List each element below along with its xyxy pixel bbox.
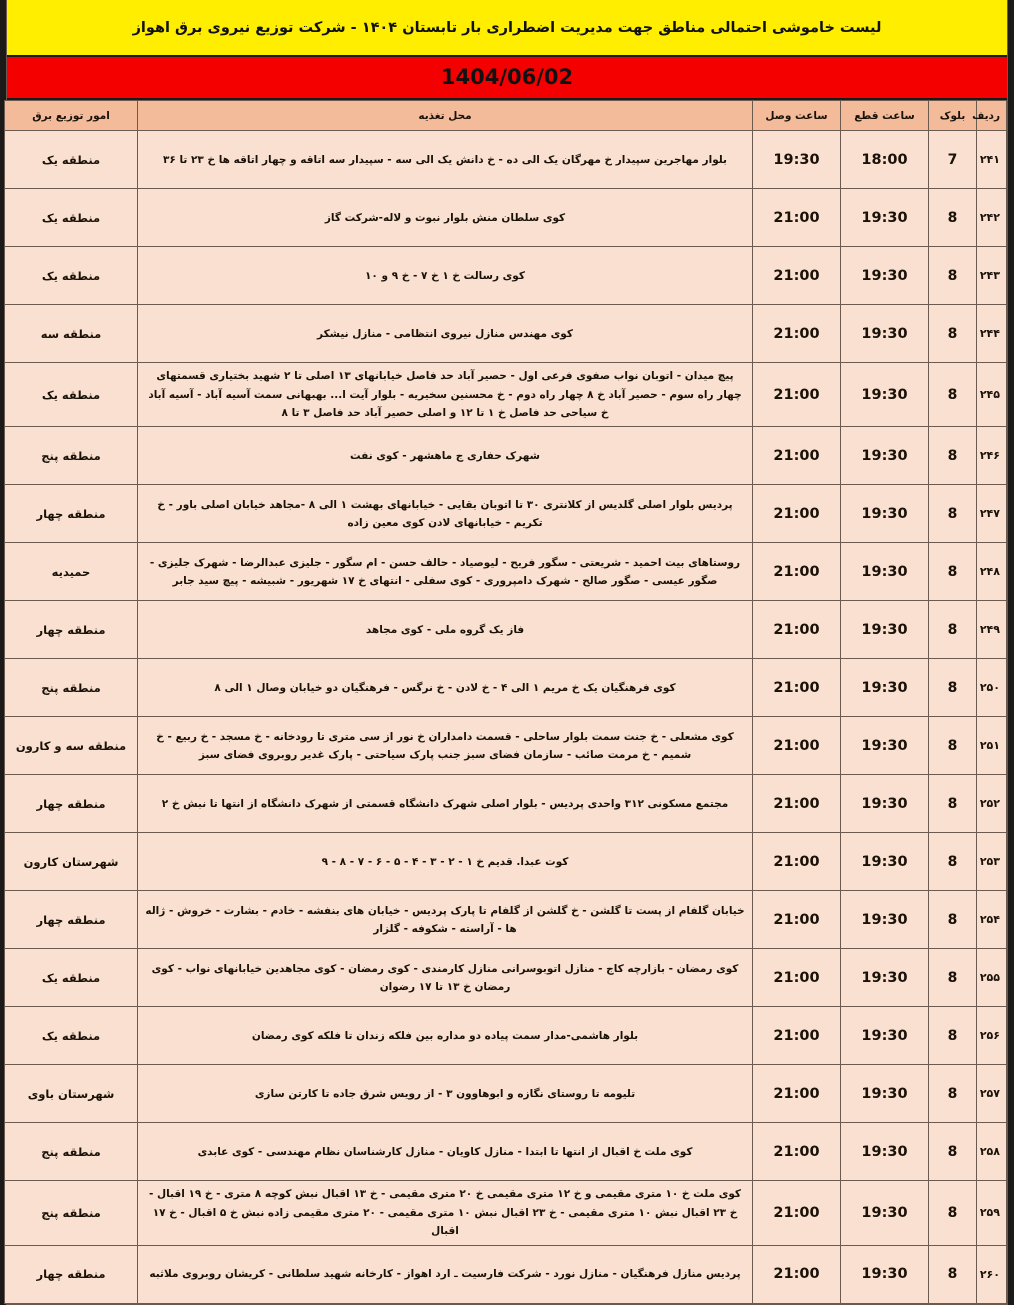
cell-feed-location: پردیس بلوار اصلی گلدیس از کلانتری ۳۰ تا اتوبان بقایی - خیابانهای بهشت ۱ الی ۸ -مجاهد خیابان اصلی باور - خ تکریم - خیابانهای لادن کوی معین زاده xyxy=(138,485,753,543)
table-row xyxy=(5,1181,1007,1245)
cell-restore-time: 21:00 xyxy=(753,949,841,1007)
cell-outage-time: 19:30 xyxy=(841,775,929,833)
cell-blok: 8 xyxy=(929,659,977,717)
cell-outage-time: 19:30 xyxy=(841,1245,929,1303)
cell-outage-time: 19:30 xyxy=(841,363,929,427)
cell-outage-time: 19:30 xyxy=(841,1065,929,1123)
cell-restore-time: 21:00 xyxy=(753,775,841,833)
cell-blok: 8 xyxy=(929,363,977,427)
outage-table xyxy=(4,100,1007,1303)
cell-restore-time: 21:00 xyxy=(753,1181,841,1245)
cell-blok: 8 xyxy=(929,775,977,833)
cell-radif: ۲۵۶ xyxy=(977,1007,1007,1065)
cell-outage-time: 19:30 xyxy=(841,247,929,305)
cell-blok: 8 xyxy=(929,1181,977,1245)
table-row xyxy=(5,775,1007,833)
table-row xyxy=(5,485,1007,543)
cell-restore-time: 21:00 xyxy=(753,247,841,305)
table-row xyxy=(5,305,1007,363)
cell-distribution-area: منطقه چهار xyxy=(5,485,138,543)
column-header-restore-time: ساعت وصل xyxy=(753,101,841,131)
cell-feed-location: پردیس منازل فرهنگیان - منازل نورد - شرکت فارسیت ـ ارد اهواز - کارخانه شهید سلطانی - کریشان روبروی ملاثبه xyxy=(138,1245,753,1303)
cell-feed-location: کوی ملت خ ۱۰ متری مقیمی و خ ۱۲ متری مقیمی خ ۲۰ متری مقیمی - خ ۱۳ اقبال نبش کوچه ۸ متری - خ ۱۹ اقبال - خ ۲۳ اقبال نبش ۱۰ متری مقیمی - خ ۲۳ اقبال نبش ۱۰ متری مقیمی - ۲۰ متری مقیمی زاده نبش خ ۵ اقبال - خ ۱۷ اقبال xyxy=(138,1181,753,1245)
cell-outage-time: 19:30 xyxy=(841,659,929,717)
sheet-title-banner: لیست خاموشی احتمالی مناطق جهت مدیریت اضطراری بار تابستان ۱۴۰۴ - شرکت توزیع نیروی برق اهواز xyxy=(7,0,1007,57)
cell-blok: 8 xyxy=(929,1007,977,1065)
cell-distribution-area: منطقه یک xyxy=(5,1007,138,1065)
cell-restore-time: 21:00 xyxy=(753,1065,841,1123)
cell-restore-time: 21:00 xyxy=(753,659,841,717)
cell-blok: 8 xyxy=(929,1123,977,1181)
cell-feed-location: کوی رمضان - بازارچه کاج - منازل اتوبوسرانی منازل کارمندی - کوی رمضان - کوی مجاهدین خیابانهای نواب - کوی رمضان خ ۱۳ تا ۱۷ رضوان xyxy=(138,949,753,1007)
cell-blok: 8 xyxy=(929,485,977,543)
cell-outage-time: 19:30 xyxy=(841,189,929,247)
table-row xyxy=(5,659,1007,717)
cell-feed-location: کوی ملت خ اقبال از انتها تا ابتدا - منازل کاویان - منازل کارشناسان نظام مهندسی - کوی عابدی xyxy=(138,1123,753,1181)
cell-outage-time: 19:30 xyxy=(841,427,929,485)
cell-feed-location: کوی مشعلی - خ جنت سمت بلوار ساحلی - قسمت دامداران خ نور از سی متری تا رودخانه - خ مسجد - خ ربیع - خ شمیم - خ مرمت صائب - سازمان فضای سبز جنب پارک سیاحتی - پارک غدیر روبروی فضای سبز xyxy=(138,717,753,775)
cell-outage-time: 19:30 xyxy=(841,891,929,949)
cell-distribution-area: منطقه چهار xyxy=(5,891,138,949)
cell-blok: 7 xyxy=(929,131,977,189)
cell-radif: ۲۴۹ xyxy=(977,601,1007,659)
table-row xyxy=(5,189,1007,247)
cell-restore-time: 21:00 xyxy=(753,305,841,363)
column-header-blok: بلوک xyxy=(929,101,977,131)
column-header-outage-time: ساعت قطع xyxy=(841,101,929,131)
cell-distribution-area: منطقه چهار xyxy=(5,775,138,833)
table-row xyxy=(5,833,1007,891)
cell-feed-location: خیابان گلفام از پست تا گلشن - خ گلشن از گلفام تا پارک پردیس - خیابان های بنفشه - خادم - بشارت - خروش - ژاله ها - آراسته - شکوفه - گلزار xyxy=(138,891,753,949)
table-row xyxy=(5,1245,1007,1303)
cell-blok: 8 xyxy=(929,189,977,247)
cell-radif: ۲۶۰ xyxy=(977,1245,1007,1303)
cell-outage-time: 19:30 xyxy=(841,601,929,659)
cell-blok: 8 xyxy=(929,891,977,949)
cell-radif: ۲۵۰ xyxy=(977,659,1007,717)
cell-distribution-area: منطقه یک xyxy=(5,131,138,189)
cell-feed-location: روستاهای بیت احمید - شریعتی - سگور فریح - لیوصیاد - حالف حسن - ام سگور - جلیزی عبدالرضا - شهرک جلیزی - صگور عیسی - صگور صالح - شهرک دامپروری - کوی سفلی - انتهای خ ۱۷ شهریور - شبیشه - پیچ سید جابر xyxy=(138,543,753,601)
cell-blok: 8 xyxy=(929,247,977,305)
column-header-distribution-area: امور توزیع برق xyxy=(5,101,138,131)
outage-sheet xyxy=(6,0,1008,1305)
cell-blok: 8 xyxy=(929,601,977,659)
cell-feed-location: بلوار هاشمی-مدار سمت پیاده دو مداره بین فلکه زندان تا فلکه کوی رمضان xyxy=(138,1007,753,1065)
cell-blok: 8 xyxy=(929,833,977,891)
cell-radif: ۲۵۲ xyxy=(977,775,1007,833)
cell-distribution-area: شهرستان کارون xyxy=(5,833,138,891)
table-row xyxy=(5,543,1007,601)
cell-feed-location: کوی مهندس منازل نیروی انتظامی - منازل نیشکر xyxy=(138,305,753,363)
cell-distribution-area: منطقه پنج xyxy=(5,659,138,717)
cell-distribution-area: منطقه سه xyxy=(5,305,138,363)
cell-restore-time: 21:00 xyxy=(753,485,841,543)
cell-blok: 8 xyxy=(929,543,977,601)
cell-distribution-area: منطقه پنج xyxy=(5,1123,138,1181)
cell-distribution-area: شهرستان باوی xyxy=(5,1065,138,1123)
cell-radif: ۲۵۷ xyxy=(977,1065,1007,1123)
table-row xyxy=(5,1123,1007,1181)
table-row xyxy=(5,131,1007,189)
table-row xyxy=(5,427,1007,485)
cell-outage-time: 19:30 xyxy=(841,485,929,543)
cell-feed-location: فاز یک گروه ملی - کوی مجاهد xyxy=(138,601,753,659)
cell-restore-time: 21:00 xyxy=(753,1007,841,1065)
table-row xyxy=(5,601,1007,659)
cell-restore-time: 21:00 xyxy=(753,1123,841,1181)
cell-radif: ۲۴۵ xyxy=(977,363,1007,427)
cell-distribution-area: منطقه چهار xyxy=(5,601,138,659)
cell-blok: 8 xyxy=(929,427,977,485)
cell-restore-time: 21:00 xyxy=(753,717,841,775)
cell-feed-location: کوی سلطان منش بلوار نبوت و لاله-شرکت گاز xyxy=(138,189,753,247)
cell-outage-time: 19:30 xyxy=(841,1181,929,1245)
cell-outage-time: 19:30 xyxy=(841,305,929,363)
cell-radif: ۲۵۹ xyxy=(977,1181,1007,1245)
cell-restore-time: 21:00 xyxy=(753,543,841,601)
cell-radif: ۲۴۳ xyxy=(977,247,1007,305)
cell-distribution-area: منطقه چهار xyxy=(5,1245,138,1303)
table-row xyxy=(5,891,1007,949)
cell-radif: ۲۵۱ xyxy=(977,717,1007,775)
cell-blok: 8 xyxy=(929,1065,977,1123)
cell-blok: 8 xyxy=(929,305,977,363)
header-row xyxy=(5,101,1007,131)
cell-restore-time: 21:00 xyxy=(753,601,841,659)
table-body xyxy=(5,131,1007,1303)
cell-distribution-area: منطقه پنج xyxy=(5,427,138,485)
cell-radif: ۲۵۸ xyxy=(977,1123,1007,1181)
cell-outage-time: 19:30 xyxy=(841,1007,929,1065)
table-row xyxy=(5,247,1007,305)
cell-feed-location: کوی رسالت خ ۱ خ ۷ - خ ۹ و ۱۰ xyxy=(138,247,753,305)
cell-radif: ۲۵۳ xyxy=(977,833,1007,891)
cell-distribution-area: حمیدیه xyxy=(5,543,138,601)
cell-radif: ۲۴۴ xyxy=(977,305,1007,363)
cell-radif: ۲۵۵ xyxy=(977,949,1007,1007)
table-header xyxy=(5,101,1007,131)
column-header-feed-location: محل تغذیه xyxy=(138,101,753,131)
cell-outage-time: 19:30 xyxy=(841,949,929,1007)
cell-feed-location: کوی فرهنگیان یک خ مریم ۱ الی ۴ - خ لادن - خ نرگس - فرهنگیان دو خیابان وصال ۱ الی ۸ xyxy=(138,659,753,717)
cell-restore-time: 21:00 xyxy=(753,891,841,949)
cell-radif: ۲۴۱ xyxy=(977,131,1007,189)
table-row xyxy=(5,949,1007,1007)
cell-blok: 8 xyxy=(929,717,977,775)
table-row xyxy=(5,717,1007,775)
cell-restore-time: 21:00 xyxy=(753,1245,841,1303)
cell-feed-location: کوت عبدا. قدیم خ ۱ - ۲ - ۳ - ۴ - ۵ - ۶ - ۷ - ۸ - ۹ xyxy=(138,833,753,891)
cell-distribution-area: منطقه یک xyxy=(5,189,138,247)
cell-restore-time: 19:30 xyxy=(753,131,841,189)
cell-outage-time: 19:30 xyxy=(841,833,929,891)
cell-distribution-area: منطقه یک xyxy=(5,247,138,305)
cell-radif: ۲۴۶ xyxy=(977,427,1007,485)
cell-feed-location: پیچ میدان - اتوبان نواب صفوی فرعی اول - حصیر آباد حد فاصل خیابانهای ۱۳ اصلی تا ۲ شهید بختیاری قسمتهای چهار راه سوم - حصیر آباد خ ۸ چهار راه دوم - خ محسنین سخیریه - بلوار آیت ا... بهبهانی سمت آسیه آباد - آسیه آباد خ سیاحی حد فاصل خ ۱ تا ۱۲ و اصلی حصیر آباد حد فاصل ۳ تا ۸ xyxy=(138,363,753,427)
cell-distribution-area: منطقه یک xyxy=(5,949,138,1007)
cell-feed-location: شهرک حفاری ج ماهشهر - کوی نفت xyxy=(138,427,753,485)
cell-blok: 8 xyxy=(929,1245,977,1303)
cell-feed-location: تلیومه تا روستای نگازه و ابوهاوون ۳ - از رویس شرق جاده تا کارتن سازی xyxy=(138,1065,753,1123)
cell-distribution-area: منطقه سه و کارون xyxy=(5,717,138,775)
cell-radif: ۲۴۷ xyxy=(977,485,1007,543)
cell-blok: 8 xyxy=(929,949,977,1007)
cell-radif: ۲۵۴ xyxy=(977,891,1007,949)
cell-outage-time: 19:30 xyxy=(841,543,929,601)
table-row xyxy=(5,363,1007,427)
cell-distribution-area: منطقه پنج xyxy=(5,1181,138,1245)
cell-outage-time: 19:30 xyxy=(841,717,929,775)
cell-restore-time: 21:00 xyxy=(753,363,841,427)
table-row xyxy=(5,1065,1007,1123)
cell-restore-time: 21:00 xyxy=(753,427,841,485)
cell-restore-time: 21:00 xyxy=(753,189,841,247)
cell-feed-location: بلوار مهاجرین سپیدار خ مهرگان یک الی ده - خ دانش یک الی سه - سپیدار سه اتاقه و چهار اتاقه ها خ ۲۳ تا ۳۶ xyxy=(138,131,753,189)
cell-restore-time: 21:00 xyxy=(753,833,841,891)
table-row xyxy=(5,1007,1007,1065)
sheet-date-banner: 1404/06/02 xyxy=(7,57,1007,100)
cell-feed-location: مجتمع مسکونی ۳۱۲ واحدی پردیس - بلوار اصلی شهرک دانشگاه قسمتی از شهرک دانشگاه از انتها تا نبش خ ۲ xyxy=(138,775,753,833)
column-header-radif: ردیف xyxy=(977,101,1007,131)
cell-distribution-area: منطقه یک xyxy=(5,363,138,427)
cell-outage-time: 18:00 xyxy=(841,131,929,189)
cell-radif: ۲۴۸ xyxy=(977,543,1007,601)
cell-outage-time: 19:30 xyxy=(841,1123,929,1181)
cell-radif: ۲۴۲ xyxy=(977,189,1007,247)
